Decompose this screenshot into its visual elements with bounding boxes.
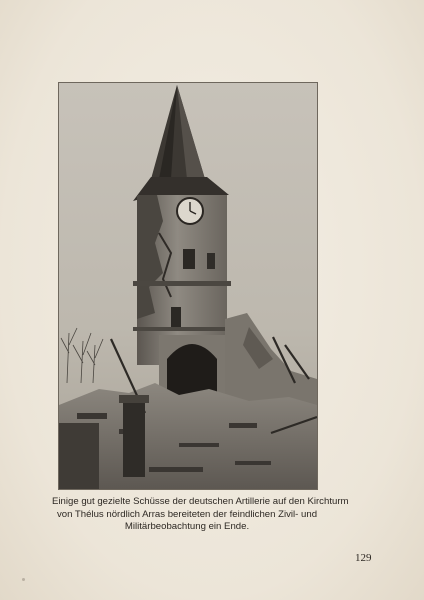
caption-line-1: Einige gut gezielte Schüsse der deutschen Artillerie auf den Kirchturm	[52, 496, 349, 507]
paper-speck	[22, 578, 25, 581]
stone-post	[123, 401, 145, 477]
ledge	[133, 281, 231, 286]
caption-line-3: Militärbeobachtung ein Ende.	[124, 521, 250, 533]
window	[183, 249, 195, 269]
arched-doorway	[167, 344, 217, 395]
photograph	[58, 82, 318, 490]
page-number: 129	[355, 552, 372, 564]
church-ruin-photo	[59, 83, 317, 489]
caption-line-2: von Thélus nördlich Arras bereiteten der feindlichen Zivil- und	[56, 508, 318, 520]
photo-caption	[52, 496, 349, 534]
